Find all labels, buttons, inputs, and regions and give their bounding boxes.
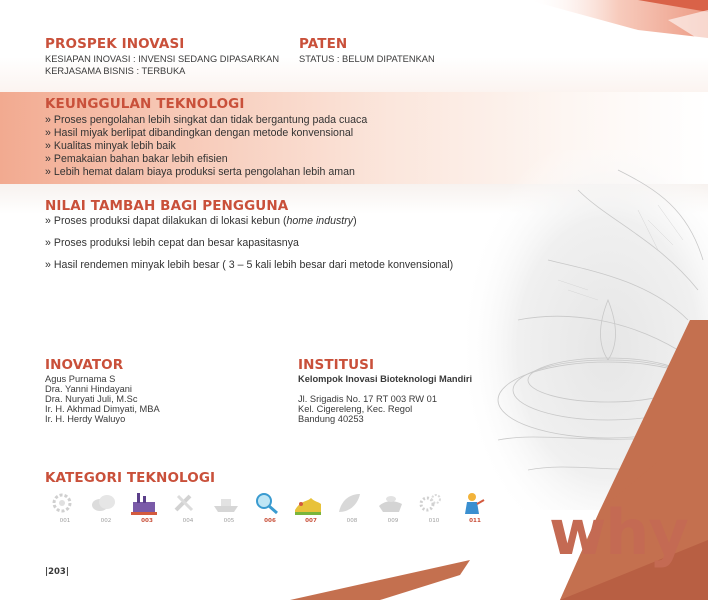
top-right-decoration: [488, 0, 708, 90]
kategori-code: 007: [305, 518, 317, 524]
kategori-item: [375, 490, 411, 526]
inovator-name: Ir. H. Herdy Waluyo: [45, 414, 126, 424]
kategori-item: [170, 490, 206, 526]
kerjasama-bisnis-text: KERJASAMA BISNIS : TERBUKA: [45, 66, 186, 76]
landscape-icon: [293, 490, 323, 516]
inovator-name: Dra. Yanni Hindayani: [45, 384, 132, 394]
bullet-arrow-icon: »: [45, 259, 51, 271]
institusi-address-line: Kel. Cigereleng, Kec. Regol: [298, 404, 413, 414]
institusi-name: Kelompok Inovasi Bioteknologi Mandiri: [298, 374, 473, 384]
kategori-code: 011: [469, 518, 481, 524]
inovator-title: INOVATOR: [45, 357, 124, 373]
kategori-item: [129, 490, 165, 526]
hand-icon: [375, 490, 405, 516]
kategori-title: KATEGORI TEKNOLOGI: [45, 470, 216, 486]
cogs-icon: [416, 490, 446, 516]
kategori-code: 002: [100, 518, 112, 524]
kategori-code: 006: [264, 518, 276, 524]
kategori-item: [457, 490, 493, 526]
leaf-icon: [334, 490, 364, 516]
tools-icon: [170, 490, 200, 516]
cloud-icon: [88, 490, 118, 516]
keunggulan-item: » Lebih hemat dalam biaya produksi serta pengolahan lebih aman: [45, 166, 355, 178]
why-logo-text: why: [549, 496, 688, 569]
nilai-tambah-title: NILAI TAMBAH BAGI PENGGUNA: [45, 198, 289, 214]
kategori-code: 003: [141, 518, 153, 524]
magnifier-icon: [252, 490, 282, 516]
paten-status-text: STATUS : BELUM DIPATENKAN: [299, 54, 435, 64]
keunggulan-item: » Kualitas minyak lebih baik: [45, 140, 176, 152]
kategori-item: [211, 490, 247, 526]
nilai-item: » Hasil rendemen minyak lebih besar ( 3 – 5 kali lebih besar dari metode konvensional): [45, 259, 454, 271]
bullet-arrow-icon: »: [45, 127, 51, 139]
kategori-item: [293, 490, 329, 526]
factory-icon: [129, 490, 159, 516]
keunggulan-item: » Pemakaian bahan bakar lebih efisien: [45, 153, 228, 165]
keunggulan-item: » Proses pengolahan lebih singkat dan tidak bergantung pada cuaca: [45, 114, 368, 126]
keunggulan-item: » Hasil miyak berlipat dibandingkan dengan metode konvensional: [45, 127, 354, 139]
nilai-item: » Proses produksi lebih cepat dan besar kapasitasnya: [45, 237, 299, 249]
inovator-name: Dra. Nuryati Juli, M.Sc: [45, 394, 138, 404]
kategori-item: [88, 490, 124, 526]
prospek-title: PROSPEK INOVASI: [45, 36, 185, 52]
institusi-address-line: Bandung 40253: [298, 414, 364, 424]
kategori-item: [47, 490, 83, 526]
kategori-item: [416, 490, 452, 526]
nilai-item: » Proses produksi dapat dilakukan di lokasi kebun (home industry): [45, 215, 357, 227]
keunggulan-title: KEUNGGULAN TEKNOLOGI: [45, 96, 245, 112]
bullet-arrow-icon: »: [45, 237, 51, 249]
bullet-arrow-icon: »: [45, 215, 51, 227]
kategori-code: 008: [346, 518, 358, 524]
ship-icon: [211, 490, 241, 516]
inovator-name: Ir. H. Akhmad Dimyati, MBA: [45, 404, 160, 414]
bullet-arrow-icon: »: [45, 114, 51, 126]
kesiapan-inovasi-text: KESIAPAN INOVASI : INVENSI SEDANG DIPASARKAN: [45, 54, 280, 64]
gear-icon: [47, 490, 77, 516]
inovator-name: Agus Purnama S: [45, 374, 116, 384]
person-icon: [457, 490, 487, 516]
kategori-item: [252, 490, 288, 526]
kategori-code: 004: [182, 518, 194, 524]
kategori-item: [334, 490, 370, 526]
page-number: |203|: [45, 567, 69, 577]
kategori-code: 009: [387, 518, 399, 524]
institusi-title: INSTITUSI: [298, 357, 375, 373]
institusi-address-line: Jl. Srigadis No. 17 RT 003 RW 01: [298, 394, 438, 404]
bullet-arrow-icon: »: [45, 153, 51, 165]
kategori-code: 005: [223, 518, 235, 524]
kategori-code: 010: [428, 518, 440, 524]
kategori-code: 001: [59, 518, 71, 524]
bullet-arrow-icon: »: [45, 140, 51, 152]
paten-title: PATEN: [299, 36, 348, 52]
bullet-arrow-icon: »: [45, 166, 51, 178]
